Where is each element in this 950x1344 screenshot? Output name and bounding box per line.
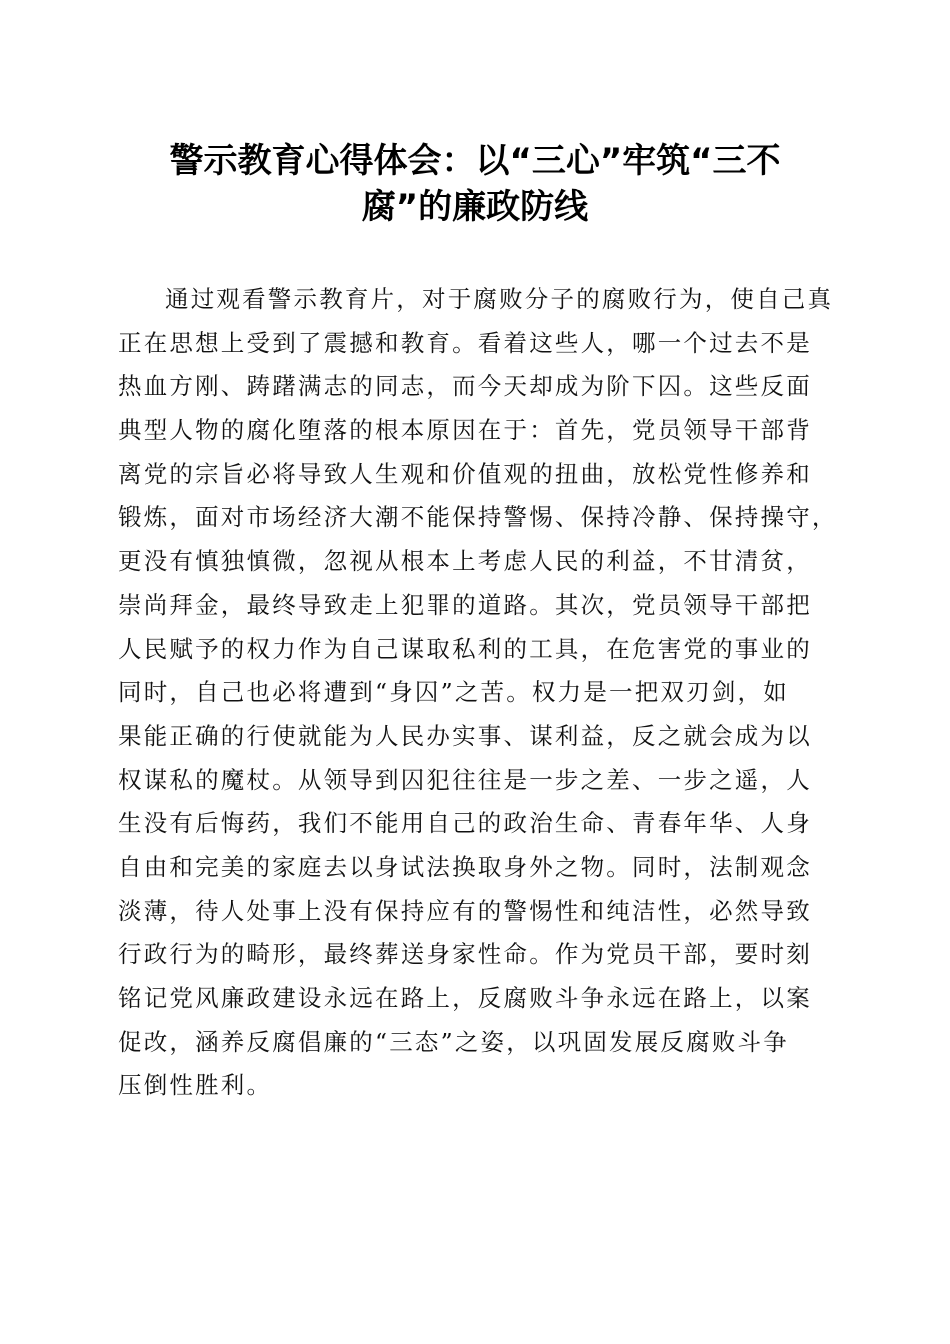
body-line: 离党的宗旨必将导致人生观和价值观的扭曲，放松党性修养和 [118, 459, 812, 488]
body-line: 更没有慎独慎微，忽视从根本上考虑人民的利益，不甘清贫， [118, 547, 812, 576]
body-line: 生没有后悔药，我们不能用自己的政治生命、青春年华、人身 [118, 809, 812, 838]
body-line: 典型人物的腐化堕落的根本原因在于：首先，党员领导干部背 [118, 416, 812, 445]
body-line: 锻炼，面对市场经济大潮不能保持警惕、保持冷静、保持操守， [118, 503, 838, 532]
body-line: 自由和完美的家庭去以身试法换取身外之物。同时，法制观念 [118, 852, 812, 881]
body-line: 行政行为的畸形，最终葬送身家性命。作为党员干部，要时刻 [118, 940, 812, 969]
title-line-2: 腐”的廉政防线 [361, 187, 589, 227]
body-line: 通过观看警示教育片，对于腐败分子的腐败行为，使自己真 [165, 285, 834, 313]
body-line: 压倒性胜利。 [118, 1071, 273, 1100]
title-line-1: 警示教育心得体会：以“三心”牢筑“三不 [169, 141, 781, 181]
body-line: 同时，自己也必将遭到“身囚”之苦。权力是一把双刃剑，如 [118, 678, 789, 707]
body-line: 权谋私的魔杖。从领导到囚犯往往是一步之差、一步之遥，人 [118, 765, 812, 794]
body-line: 正在思想上受到了震撼和教育。看着这些人，哪一个过去不是 [118, 328, 812, 357]
body-text [118, 283, 838, 1113]
body-line: 果能正确的行使就能为人民办实事、谋利益，反之就会成为以 [118, 721, 812, 750]
body-line: 人民赋予的权力作为自己谋取私利的工具，在危害党的事业的 [118, 634, 812, 663]
body-line: 崇尚拜金，最终导致走上犯罪的道路。其次，党员领导干部把 [118, 590, 812, 619]
body-line: 促改，涵养反腐倡廉的“三态”之姿，以巩固发展反腐败斗争 [118, 1027, 789, 1056]
body-line: 铭记党风廉政建设永远在路上，反腐败斗争永远在路上，以案 [118, 984, 812, 1012]
document-title [100, 138, 850, 230]
body-line: 热血方刚、踌躇满志的同志，而今天却成为阶下囚。这些反面 [118, 372, 812, 401]
body-line: 淡薄，待人处事上没有保持应有的警惕性和纯洁性，必然导致 [118, 896, 812, 925]
